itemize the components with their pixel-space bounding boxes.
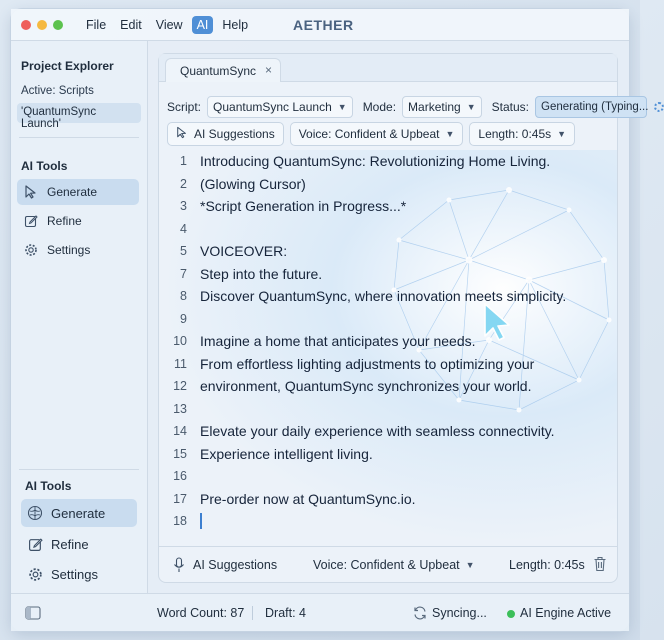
length-select[interactable]: [469, 122, 575, 146]
ai-suggestions-button[interactable]: [167, 122, 284, 146]
script-select-value: QuantumSync Launch: [213, 100, 332, 114]
line-number: 7: [180, 266, 187, 281]
text-caret: [200, 513, 202, 529]
trash-icon[interactable]: [593, 556, 607, 575]
chevron-down-icon: ▼: [557, 129, 567, 139]
glowing-cursor-icon: [481, 302, 517, 344]
script-editor[interactable]: [159, 150, 617, 546]
gear-icon: [23, 242, 39, 258]
menu-view[interactable]: View: [155, 17, 183, 32]
gear-icon: [27, 566, 43, 582]
line-number: 8: [180, 289, 187, 303]
voice-toolbar: [167, 122, 575, 146]
voice-select-value: Voice: Confident & Upbeat: [298, 127, 440, 141]
length-value: Length: 0:45s: [509, 558, 585, 572]
menu: [81, 16, 253, 34]
project-item[interactable]: 'QuantumSync Launch': [17, 103, 141, 123]
line-text: Step into the future.: [200, 265, 323, 282]
sidebar-item-generate[interactable]: [21, 499, 137, 527]
editor-line: [159, 488, 416, 510]
line-number: 15: [173, 446, 187, 461]
sidebar-item-label: Refine: [47, 214, 82, 228]
sync-status: Syncing...: [432, 606, 487, 620]
line-number: 3: [180, 199, 187, 213]
line-number: 12: [173, 379, 187, 393]
ai-tools-heading: AI Tools: [21, 159, 68, 173]
line-text: Pre-order now at QuantumSync.io.: [200, 490, 416, 507]
mode-label: Mode:: [362, 100, 397, 114]
word-count: Word Count: 87: [157, 606, 245, 620]
editor-line: [159, 398, 187, 420]
project-explorer-title: Project Explorer: [21, 59, 114, 73]
line-text: Discover QuantumSync, where innovation meets simplicity.: [200, 288, 567, 304]
active-folder-label: Active: Scripts: [21, 85, 94, 97]
status-indicator: [535, 96, 647, 118]
line-number: 14: [173, 424, 187, 438]
brain-icon: [27, 505, 43, 521]
editor-line: [159, 218, 187, 240]
spinner-icon: [654, 102, 664, 112]
tab-quantumsync[interactable]: [165, 58, 281, 82]
edit-icon: [27, 536, 43, 552]
sidebar: [11, 41, 148, 595]
line-number: 17: [173, 491, 187, 506]
voice-select-value: Voice: Confident & Upbeat: [313, 558, 460, 572]
menubar: [11, 9, 629, 41]
editor-line: [159, 353, 535, 375]
sidebar-item-label: Settings: [47, 243, 91, 257]
sync-icon: [413, 606, 427, 623]
ai-engine-status: AI Engine Active: [520, 606, 612, 620]
sidebar-item-settings[interactable]: [17, 237, 139, 263]
line-number: 11: [174, 356, 187, 371]
sidebar-item-settings[interactable]: [21, 560, 137, 588]
chevron-down-icon: ▼: [465, 560, 475, 570]
editor-panel: [158, 53, 649, 583]
length-select-value: Length: 0:45s: [478, 127, 552, 141]
menu-file[interactable]: File: [86, 17, 107, 32]
voice-select[interactable]: [290, 122, 464, 146]
menu-help[interactable]: Help: [222, 17, 249, 32]
sidebar-item-refine[interactable]: [21, 530, 137, 558]
line-number: 16: [173, 469, 187, 483]
line-text: environment, QuantumSync synchronizes your world.: [200, 378, 532, 394]
window-controls: [21, 20, 63, 30]
editor-line: [159, 285, 567, 307]
editor-line: [159, 195, 407, 217]
ai-tools-heading: AI Tools: [25, 479, 72, 493]
engine-status-dot: [507, 610, 515, 618]
tab-bar: [159, 54, 617, 82]
ai-suggestions-label: AI Suggestions: [194, 127, 275, 141]
draft-number: Draft: 4: [265, 606, 306, 620]
status-separator: [252, 606, 253, 620]
voice-select[interactable]: [313, 558, 475, 572]
edit-icon: [23, 213, 39, 229]
editor-line: [159, 375, 532, 397]
editor-line: [159, 330, 476, 352]
sidebar-item-label: Settings: [51, 566, 98, 582]
mode-select-value: Marketing: [408, 100, 461, 114]
line-number: 10: [173, 334, 187, 348]
minimize-window-button[interactable]: [37, 20, 47, 30]
chevron-down-icon: ▼: [445, 129, 455, 139]
sidebar-item-label: Generate: [47, 185, 98, 199]
line-number: 4: [180, 221, 187, 236]
close-window-button[interactable]: [21, 20, 31, 30]
line-number: 2: [180, 176, 187, 191]
sidebar-divider: [19, 137, 139, 138]
line-number: 13: [173, 401, 187, 416]
cursor-icon: [176, 126, 188, 142]
editor-line: [159, 150, 551, 172]
tab-label: QuantumSync: [180, 63, 257, 78]
maximize-window-button[interactable]: [53, 20, 63, 30]
line-text: Elevate your daily experience with seamless connectivity.: [200, 423, 555, 439]
sidebar-item-generate[interactable]: [17, 179, 139, 205]
sidebar-item-refine[interactable]: [17, 208, 139, 234]
mode-select[interactable]: [402, 96, 482, 118]
editor-line: [159, 263, 323, 285]
editor-line: [159, 420, 555, 442]
script-select[interactable]: [207, 96, 353, 118]
status-bar: [11, 593, 629, 631]
editor-line: [159, 308, 187, 330]
line-text: (Glowing Cursor): [200, 175, 306, 192]
ai-suggestions-button[interactable]: AI Suggestions: [193, 558, 278, 572]
app-window: [10, 8, 649, 632]
sidebar-toggle-icon[interactable]: [25, 606, 41, 623]
line-number: 1: [180, 154, 187, 168]
line-text: *Script Generation in Progress...*: [200, 198, 407, 214]
line-text: From effortless lighting adjustments to optimizing your: [200, 355, 535, 372]
line-text: VOICEOVER:: [200, 243, 288, 259]
editor-bottom-toolbar: [159, 546, 617, 582]
editor-line: [159, 240, 288, 262]
line-number: 9: [180, 311, 187, 326]
microphone-icon[interactable]: [173, 557, 185, 576]
app-title: AETHER: [293, 17, 354, 33]
cursor-icon: [23, 184, 39, 200]
line-text: Introducing QuantumSync: Revolutionizing Home Living.: [200, 153, 551, 169]
line-text: Experience intelligent living.: [200, 445, 373, 462]
line-number: 5: [180, 244, 187, 258]
menu-ai[interactable]: AI: [192, 16, 214, 34]
close-icon[interactable]: ×: [264, 63, 272, 77]
chevron-down-icon: ▼: [466, 102, 476, 112]
script-toolbar: [167, 96, 647, 118]
sidebar-divider: [19, 469, 139, 470]
menu-edit[interactable]: Edit: [120, 17, 142, 32]
status-label: Status:: [491, 100, 530, 114]
status-value: Generating (Typing...: [541, 101, 649, 113]
line-number: 18: [173, 514, 187, 528]
line-text: Imagine a home that anticipates your needs.: [200, 333, 476, 349]
sidebar-item-label: Generate: [51, 505, 106, 521]
editor-line: [159, 443, 373, 465]
editor-line: [159, 173, 306, 195]
editor-line: [159, 510, 187, 532]
editor-line: [159, 465, 187, 487]
chevron-down-icon: ▼: [337, 102, 347, 112]
sidebar-item-label: Refine: [51, 536, 89, 552]
script-label: Script:: [167, 100, 202, 114]
